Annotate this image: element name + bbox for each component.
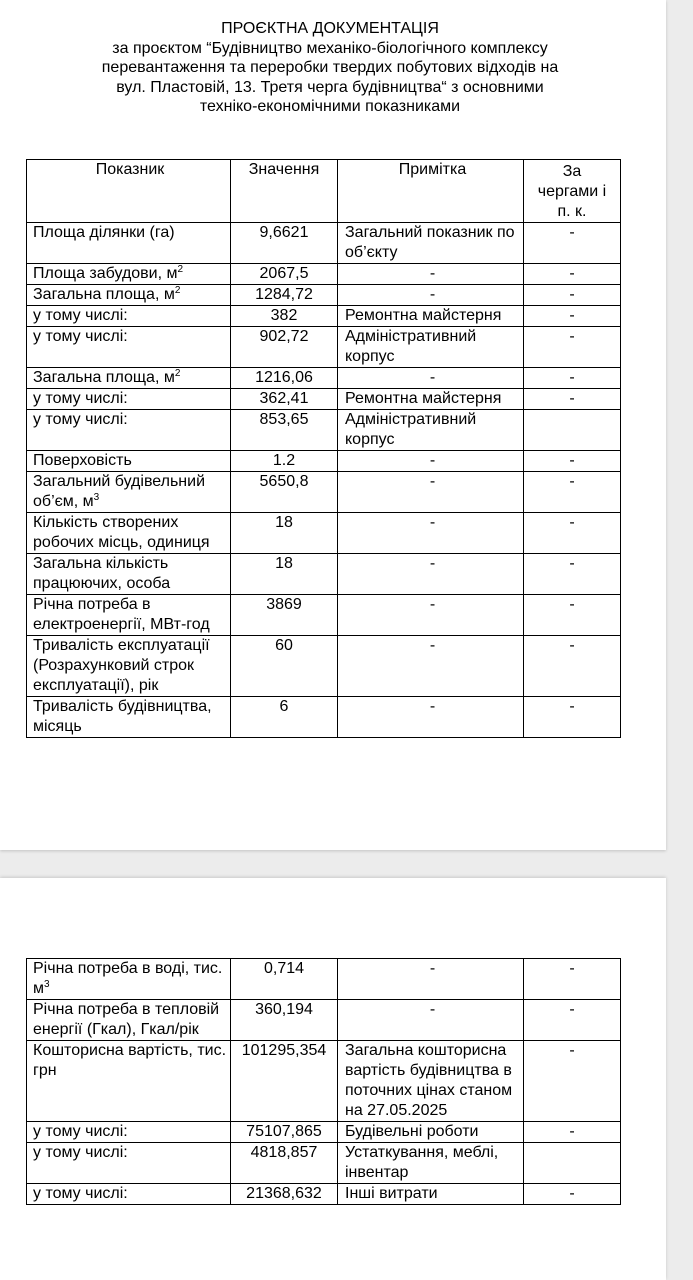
unit-superscript: 3 bbox=[93, 492, 100, 503]
indicator-cell bbox=[27, 595, 231, 636]
title-line: за проєктом “Будівництво механіко-біологічного комплексу bbox=[112, 39, 548, 57]
note-cell: - bbox=[338, 285, 524, 306]
table-row bbox=[27, 636, 621, 697]
indicator-cell bbox=[27, 636, 231, 697]
indicator-text: Річна потреба в воді, тис. м bbox=[33, 960, 223, 997]
indicator-cell bbox=[27, 472, 231, 513]
note-cell: Загальний показник по об’єкту bbox=[338, 223, 524, 264]
note-cell: Інші витрати bbox=[338, 1184, 524, 1205]
table-row bbox=[27, 389, 621, 410]
table-row bbox=[27, 1143, 621, 1184]
table-row bbox=[27, 327, 621, 368]
indicator-cell bbox=[27, 223, 231, 264]
note-cell: - bbox=[338, 697, 524, 738]
note-cell: - bbox=[338, 513, 524, 554]
table-row bbox=[27, 554, 621, 595]
note-cell: - bbox=[338, 368, 524, 389]
indicators-table bbox=[26, 159, 621, 738]
indicator-cell bbox=[27, 554, 231, 595]
value-cell: 3869 bbox=[231, 595, 338, 636]
indicator-cell bbox=[27, 959, 231, 1000]
value-cell: 1216,06 bbox=[231, 368, 338, 389]
indicator-text: Загальна площа, м bbox=[33, 286, 175, 303]
value-cell: 902,72 bbox=[231, 327, 338, 368]
value-cell: 0,714 bbox=[231, 959, 338, 1000]
indicator-text: у тому числі: bbox=[33, 411, 128, 428]
indicator-text: у тому числі: bbox=[33, 390, 128, 407]
table-row bbox=[27, 697, 621, 738]
queue-cell: - bbox=[524, 368, 621, 389]
table-row bbox=[27, 306, 621, 327]
indicator-cell bbox=[27, 389, 231, 410]
indicator-cell bbox=[27, 451, 231, 472]
note-cell: Будівельні роботи bbox=[338, 1122, 524, 1143]
value-cell: 21368,632 bbox=[231, 1184, 338, 1205]
table-row bbox=[27, 451, 621, 472]
table-row bbox=[27, 285, 621, 306]
note-cell: - bbox=[338, 554, 524, 595]
table-row bbox=[27, 368, 621, 389]
note-cell: Адміністративний корпус bbox=[338, 327, 524, 368]
indicator-cell bbox=[27, 1000, 231, 1041]
queue-cell: - bbox=[524, 1184, 621, 1205]
table-row bbox=[27, 223, 621, 264]
table-row bbox=[27, 513, 621, 554]
value-cell: 75107,865 bbox=[231, 1122, 338, 1143]
queue-cell: - bbox=[524, 1041, 621, 1122]
note-cell: Адміністративний корпус bbox=[338, 410, 524, 451]
value-cell: 5650,8 bbox=[231, 472, 338, 513]
value-cell: 18 bbox=[231, 513, 338, 554]
indicator-text: у тому числі: bbox=[33, 307, 128, 324]
queue-cell: - bbox=[524, 513, 621, 554]
queue-cell bbox=[524, 1143, 621, 1184]
note-cell: - bbox=[338, 959, 524, 1000]
header-value: Значення bbox=[231, 160, 338, 223]
indicator-text: Загальна площа, м bbox=[33, 369, 175, 386]
indicator-text: Річна потреба в електроенергії, МВт-год bbox=[33, 596, 210, 633]
document-title bbox=[30, 19, 630, 117]
value-cell: 60 bbox=[231, 636, 338, 697]
indicator-cell bbox=[27, 368, 231, 389]
note-cell: Загальна кошторисна вартість будівництва в поточних цінах станом на 27.05.2025 bbox=[338, 1041, 524, 1122]
queue-cell: - bbox=[524, 636, 621, 697]
unit-superscript: 2 bbox=[177, 264, 184, 275]
indicator-cell bbox=[27, 285, 231, 306]
queue-cell: - bbox=[524, 697, 621, 738]
indicator-cell bbox=[27, 306, 231, 327]
indicator-cell bbox=[27, 410, 231, 451]
queue-cell: - bbox=[524, 223, 621, 264]
table-row bbox=[27, 1041, 621, 1122]
value-cell: 2067,5 bbox=[231, 264, 338, 285]
queue-cell: - bbox=[524, 327, 621, 368]
title-line: техніко-економічними показниками bbox=[199, 98, 461, 115]
unit-superscript: 3 bbox=[44, 979, 50, 990]
table-row bbox=[27, 1000, 621, 1041]
queue-cell: - bbox=[524, 285, 621, 306]
note-cell: - bbox=[338, 1000, 524, 1041]
value-cell: 4818,857 bbox=[231, 1143, 338, 1184]
value-cell: 9,6621 bbox=[231, 223, 338, 264]
queue-cell: - bbox=[524, 1122, 621, 1143]
indicator-text: у тому числі: bbox=[33, 1123, 128, 1140]
indicators-table-continued bbox=[26, 958, 621, 1205]
table-row bbox=[27, 1184, 621, 1205]
indicator-cell bbox=[27, 513, 231, 554]
title-line: перевантаження та переробки твердих побутових відходів на bbox=[101, 59, 559, 76]
table-row bbox=[27, 1122, 621, 1143]
indicator-text: Тривалість будівництва, місяць bbox=[33, 698, 212, 735]
header-indicator: Показник bbox=[27, 160, 231, 223]
indicator-text: у тому числі: bbox=[33, 1185, 128, 1202]
indicator-text: Тривалість експлуатації (Розрахунковий строк експлуатації), рік bbox=[33, 637, 210, 694]
indicator-text: у тому числі: bbox=[33, 328, 128, 345]
note-cell: Ремонтна майстерня bbox=[338, 389, 524, 410]
indicator-text: Кількість створених робочих місць, одиниця bbox=[33, 514, 210, 551]
queue-cell: - bbox=[524, 554, 621, 595]
indicator-cell bbox=[27, 1143, 231, 1184]
value-cell: 101295,354 bbox=[231, 1041, 338, 1122]
unit-superscript: 2 bbox=[174, 285, 181, 296]
indicator-cell bbox=[27, 264, 231, 285]
table-row bbox=[27, 472, 621, 513]
queue-cell: - bbox=[524, 264, 621, 285]
indicator-text: Загальний будівельний об’єм, м bbox=[33, 473, 206, 510]
note-cell: Устаткування, меблі, інвентар bbox=[338, 1143, 524, 1184]
queue-cell: - bbox=[524, 389, 621, 410]
header-note: Примітка bbox=[338, 160, 524, 223]
note-cell: - bbox=[338, 636, 524, 697]
table-header-row bbox=[27, 160, 621, 223]
queue-cell: - bbox=[524, 1000, 621, 1041]
value-cell: 362,41 bbox=[231, 389, 338, 410]
indicator-text: Кошторисна вартість, тис. грн bbox=[33, 1042, 227, 1079]
value-cell: 6 bbox=[231, 697, 338, 738]
queue-cell: - bbox=[524, 959, 621, 1000]
value-cell: 360,194 bbox=[231, 1000, 338, 1041]
note-cell: Ремонтна майстерня bbox=[338, 306, 524, 327]
indicator-cell bbox=[27, 1184, 231, 1205]
table-row bbox=[27, 264, 621, 285]
indicator-text: Площа ділянки (га) bbox=[33, 224, 175, 241]
note-cell: - bbox=[338, 264, 524, 285]
header-queue: За чергами і п. к. bbox=[524, 160, 621, 223]
queue-cell: - bbox=[524, 306, 621, 327]
indicator-cell bbox=[27, 1041, 231, 1122]
indicator-cell bbox=[27, 697, 231, 738]
value-cell: 853,65 bbox=[231, 410, 338, 451]
value-cell: 382 bbox=[231, 306, 338, 327]
table-row bbox=[27, 595, 621, 636]
title-line: вул. Пластовій, 13. Третя черга будівництва“ з основними bbox=[116, 78, 544, 96]
value-cell: 1284,72 bbox=[231, 285, 338, 306]
indicator-text: у тому числі: bbox=[33, 1144, 128, 1161]
indicator-text: Загальна кількість працюючих, особа bbox=[33, 555, 171, 592]
note-cell: - bbox=[338, 451, 524, 472]
value-cell: 18 bbox=[231, 554, 338, 595]
indicator-text: Поверховість bbox=[33, 452, 132, 469]
indicator-cell bbox=[27, 327, 231, 368]
queue-cell: - bbox=[524, 451, 621, 472]
queue-cell: - bbox=[524, 472, 621, 513]
indicator-cell bbox=[27, 1122, 231, 1143]
indicator-text: Річна потреба в тепловій енергії (Гкал), Гкал/рік bbox=[33, 1001, 220, 1038]
queue-cell: - bbox=[524, 595, 621, 636]
queue-cell bbox=[524, 410, 621, 451]
value-cell: 1.2 bbox=[231, 451, 338, 472]
title-line: ПРОЄКТНА ДОКУМЕНТАЦІЯ bbox=[221, 20, 439, 37]
indicator-text: Площа забудови, м bbox=[33, 265, 178, 282]
note-cell: - bbox=[338, 472, 524, 513]
unit-superscript: 2 bbox=[174, 368, 181, 379]
table-row bbox=[27, 410, 621, 451]
table-row bbox=[27, 959, 621, 1000]
note-cell: - bbox=[338, 595, 524, 636]
